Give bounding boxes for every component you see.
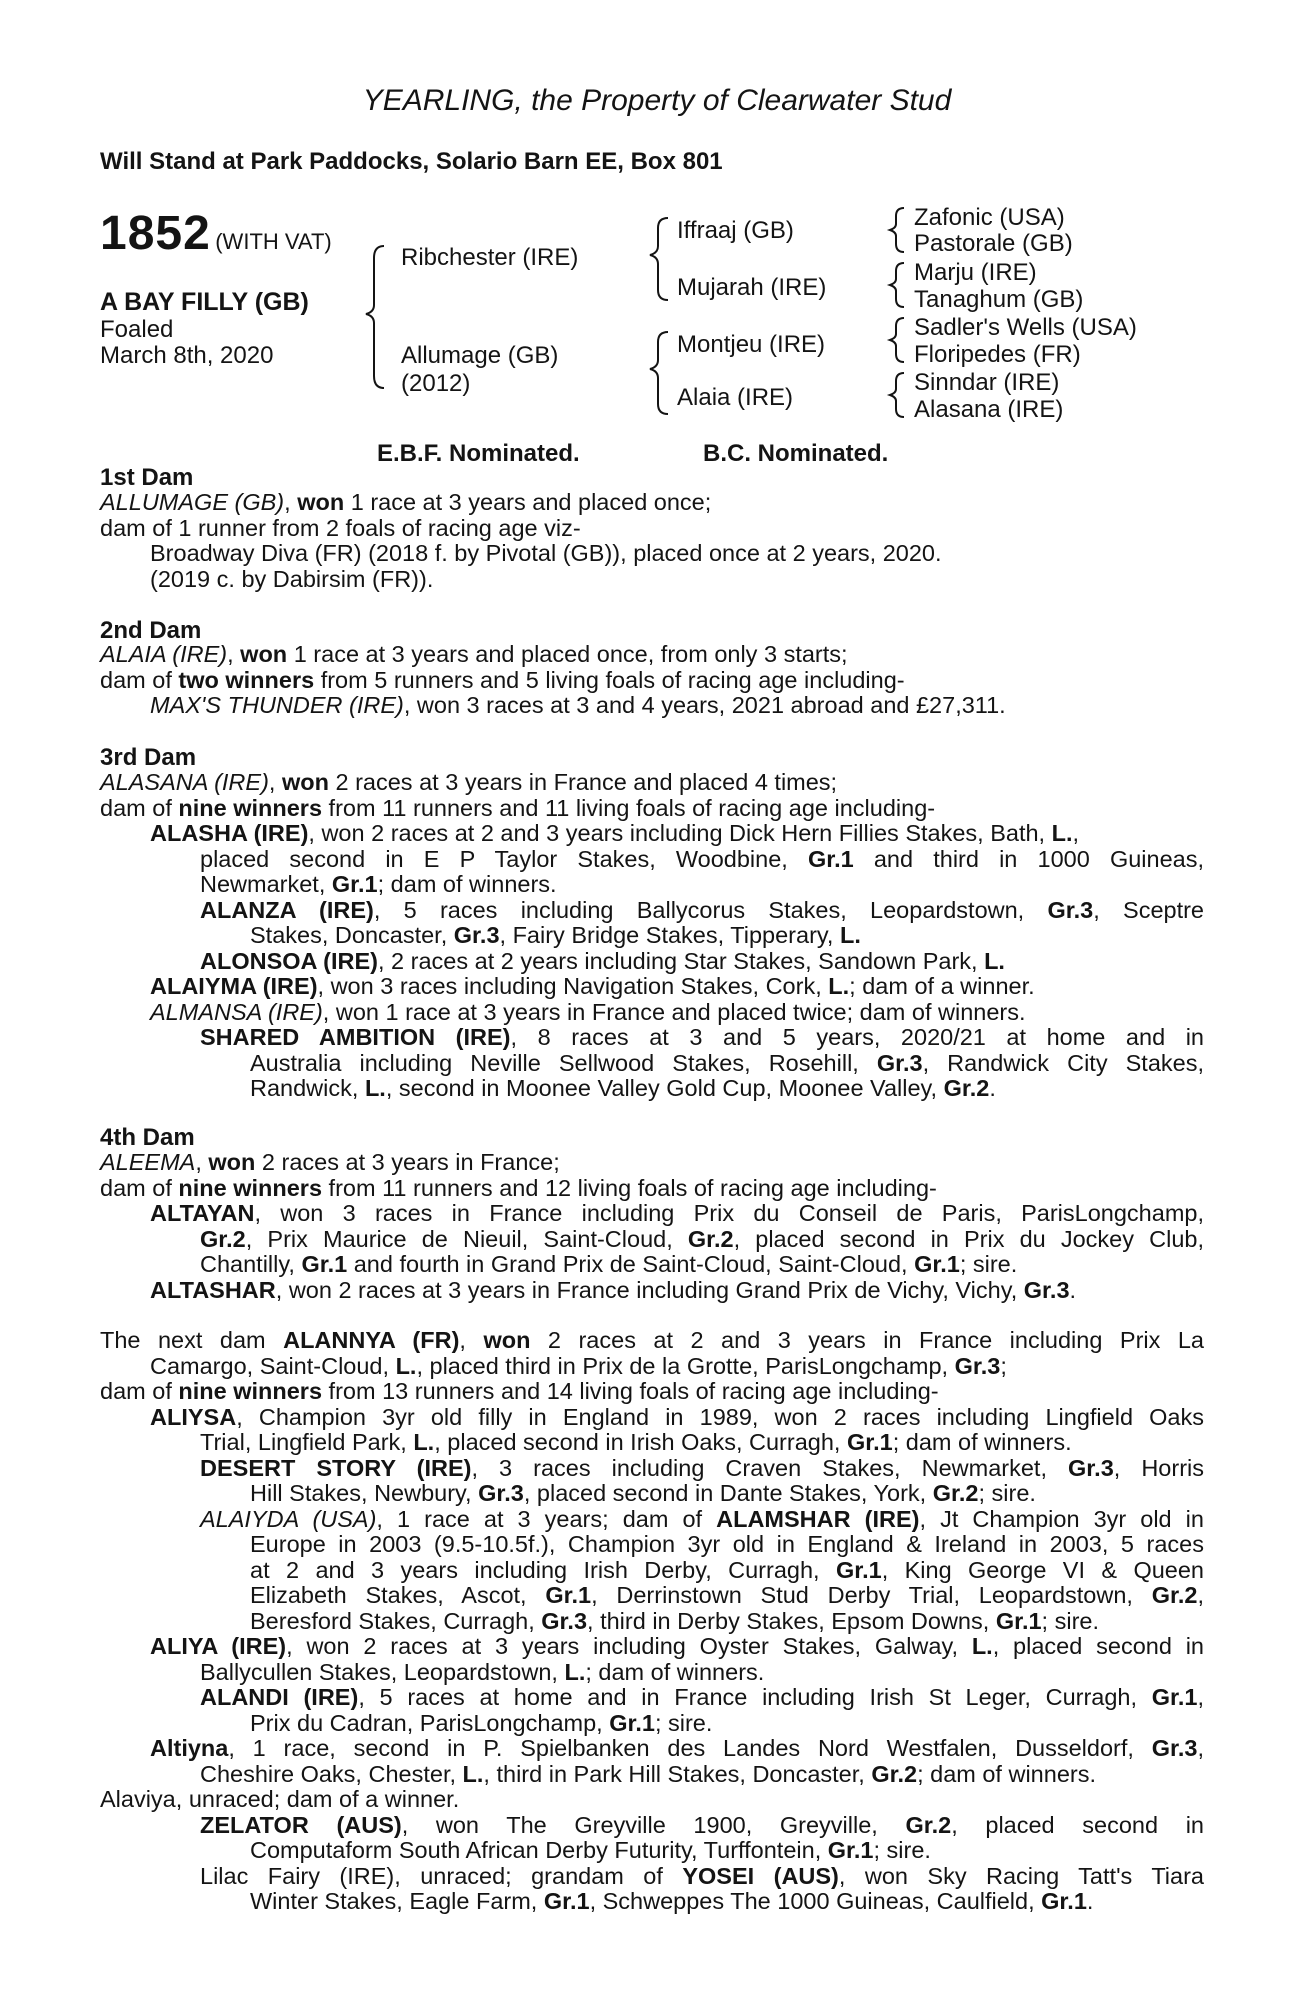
dam3-line: Randwick, L., second in Moonee Valley Gold Cup, Moonee Valley, Gr.2. xyxy=(250,1075,996,1101)
next-dam-line: Altiyna, 1 race, second in P. Spielbanken des Landes Nord Westfalen, Dusseldorf, Gr.3, xyxy=(150,1735,1204,1761)
catalogue-title: YEARLING, the Property of Clearwater Stud xyxy=(362,84,952,117)
next-dam-line: Winter Stakes, Eagle Farm, Gr.1, Schweppes The 1000 Guineas, Caulfield, Gr.1. xyxy=(250,1888,1094,1914)
next-dam-line: Prix du Cadran, ParisLongchamp, Gr.1; sire. xyxy=(250,1709,713,1736)
dam3-line: ALONSOA (IRE), 2 races at 2 years including Star Stakes, Sandown Park, L. xyxy=(200,947,1005,974)
grandparent-2: Pastorale (GB) xyxy=(914,230,1073,257)
dam3-line: SHARED AMBITION (IRE), 8 races at 3 and 5 years, 2020/21 at home and in xyxy=(200,1024,1204,1050)
pedigree-braces xyxy=(0,0,1314,440)
dam3-line: ALANZA (IRE), 5 races including Ballycorus Stakes, Leopardstown, Gr.3, Sceptre xyxy=(200,896,1205,923)
dam3-line: placed second in E P Taylor Stakes, Woodbine, Gr.1 and third in 1000 Guineas, xyxy=(200,845,1205,872)
grandparent-8: Alasana (IRE) xyxy=(914,396,1064,423)
dam2-line: MAX'S THUNDER (IRE), won 3 races at 3 and 4 years, 2021 abroad and £27,311. xyxy=(150,692,1006,718)
dam3-line: Stakes, Doncaster, Gr.3, Fairy Bridge Stakes, Tipperary, L. xyxy=(250,922,861,948)
dam-sire: Montjeu (IRE) xyxy=(677,331,826,358)
sire-dam: Mujarah (IRE) xyxy=(677,274,827,301)
foaled-label: Foaled xyxy=(100,316,174,343)
dam2-line: dam of two winners from 5 runners and 5 living foals of racing age including- xyxy=(100,666,905,693)
dam1-line: dam of 1 runner from 2 foals of racing age viz- xyxy=(100,514,581,541)
next-dam-line: Hill Stakes, Newbury, Gr.3, placed second in Dante Stakes, York, Gr.2; sire. xyxy=(250,1480,1036,1506)
dam-name: Allumage (GB) xyxy=(401,342,559,369)
sire-name: Ribchester (IRE) xyxy=(401,244,579,271)
dam-year: (2012) xyxy=(401,370,471,397)
next-dam-line: Lilac Fairy (IRE), unraced; grandam of YOSEI (AUS), won Sky Racing Tatt's Tiara xyxy=(200,1862,1204,1889)
dam3-line: ALASANA (IRE), won 2 races at 3 years in France and placed 4 times; xyxy=(100,769,838,795)
dam3-heading: 3rd Dam xyxy=(100,744,197,771)
dam4-line: ALTAYAN, won 3 races in France including Prix du Conseil de Paris, ParisLongchamp, xyxy=(150,1200,1204,1226)
dam4-heading: 4th Dam xyxy=(100,1124,195,1151)
next-dam-line: Trial, Lingfield Park, L., placed second in Irish Oaks, Curragh, Gr.1; dam of winners. xyxy=(200,1429,1072,1455)
next-dam-line: ALAIYDA (USA), 1 race at 3 years; dam of ALAMSHAR (IRE), Jt Champion 3yr old in xyxy=(200,1505,1204,1532)
grandparent-3: Marju (IRE) xyxy=(914,259,1037,286)
next-dam-line: DESERT STORY (IRE), 3 races including Craven Stakes, Newmarket, Gr.3, Horris xyxy=(200,1454,1204,1481)
next-dam-line: ALANDI (IRE), 5 races at home and in France including Irish St Leger, Curragh, Gr.1, xyxy=(200,1684,1205,1710)
dam1-section xyxy=(100,490,1204,592)
sire-sire: Iffraaj (GB) xyxy=(677,217,794,244)
dam4-line: ALEEMA, won 2 races at 3 years in France; xyxy=(100,1149,560,1175)
dam2-section xyxy=(100,642,1204,719)
lot-number: 1852 xyxy=(100,207,211,260)
grandparent-7: Sinndar (IRE) xyxy=(914,369,1060,396)
grandparent-5: Sadler's Wells (USA) xyxy=(914,314,1137,341)
next-dam-line: Beresford Stakes, Curragh, Gr.3, third in Derby Stakes, Epsom Downs, Gr.1; sire. xyxy=(250,1607,1100,1634)
dam4-line: Gr.2, Prix Maurice de Nieuil, Saint-Cloud, Gr.2, placed second in Prix du Jockey Club, xyxy=(200,1225,1204,1252)
grandparent-6: Floripedes (FR) xyxy=(914,341,1081,368)
dam4-line: Chantilly, Gr.1 and fourth in Grand Prix de Saint-Cloud, Saint-Cloud, Gr.1; sire. xyxy=(200,1251,1018,1277)
dam-dam: Alaia (IRE) xyxy=(677,384,794,411)
vat-label: (WITH VAT) xyxy=(215,229,332,254)
next-dam-line: Computaform South African Derby Futurity, Turffontein, Gr.1; sire. xyxy=(250,1837,931,1863)
dam1-line: Broadway Diva (FR) (2018 f. by Pivotal (GB)), placed once at 2 years, 2020. xyxy=(150,540,942,566)
next-dam-line: at 2 and 3 years including Irish Derby, Curragh, Gr.1, King George VI & Queen xyxy=(250,1556,1205,1583)
dam3-line: Newmarket, Gr.1; dam of winners. xyxy=(200,871,557,897)
dam2-heading: 2nd Dam xyxy=(100,617,202,644)
grandparent-4: Tanaghum (GB) xyxy=(914,286,1084,313)
dam1-heading: 1st Dam xyxy=(100,464,194,491)
next-dam-line: Cheshire Oaks, Chester, L., third in Park Hill Stakes, Doncaster, Gr.2; dam of winners. xyxy=(200,1760,1096,1787)
main-brace xyxy=(366,246,384,388)
dam-brace xyxy=(650,332,668,414)
dam1-line: (2019 c. by Dabirsim (FR)). xyxy=(150,565,434,592)
next-dam-line: The next dam ALANNYA (FR), won 2 races at 2 and 3 years in France including Prix La xyxy=(100,1327,1204,1353)
stand-location: Will Stand at Park Paddocks, Solario Barn EE, Box 801 xyxy=(100,148,723,175)
next-dam-line: ALIYA (IRE), won 2 races at 3 years including Oyster Stakes, Galway, L., placed second in xyxy=(150,1633,1204,1659)
dam3-line: ALAIYMA (IRE), won 3 races including Navigation Stakes, Cork, L.; dam of a winner. xyxy=(150,973,1035,999)
grandparent-1: Zafonic (USA) xyxy=(914,204,1065,231)
dam3-line: ALMANSA (IRE), won 1 race at 3 years in France and placed twice; dam of winners. xyxy=(150,998,1026,1025)
dam3-line: Australia including Neville Sellwood Stakes, Rosehill, Gr.3, Randwick City Stakes, xyxy=(250,1049,1204,1076)
dam3-line: ALASHA (IRE), won 2 races at 2 and 3 years including Dick Hern Fillies Stakes, Bath, L., xyxy=(150,820,1080,846)
bc-nomination: B.C. Nominated. xyxy=(703,440,889,467)
next-dam-line: dam of nine winners from 13 runners and 14 living foals of racing age including- xyxy=(100,1378,939,1404)
dam4-section xyxy=(100,1150,1204,1303)
next-dam-line: Camargo, Saint-Cloud, L., placed third in Prix de la Grotte, ParisLongchamp, Gr.3; xyxy=(150,1352,1007,1379)
dam3-line: dam of nine winners from 11 runners and 11 living foals of racing age including- xyxy=(100,794,936,821)
next-dam-line: ALIYSA, Champion 3yr old filly in England in 1989, won 2 races including Lingfield Oaks xyxy=(150,1403,1204,1430)
dam2-line: ALAIA (IRE), won 1 race at 3 years and placed once, from only 3 starts; xyxy=(100,641,848,667)
next-dam-line: Europe in 2003 (9.5-10.5f.), Champion 3yr old in England & Ireland in 2003, 5 races xyxy=(250,1531,1204,1557)
dam4-line: dam of nine winners from 11 runners and 12 living foals of racing age including- xyxy=(100,1174,937,1201)
sire-brace xyxy=(650,218,668,300)
next-dam-line: ZELATOR (AUS), won The Greyville 1900, Greyville, Gr.2, placed second in xyxy=(200,1811,1204,1838)
horse-description: A BAY FILLY (GB) xyxy=(100,288,309,316)
ebf-nomination: E.B.F. Nominated. xyxy=(377,440,580,467)
next-dam-line: Ballycullen Stakes, Leopardstown, L.; dam of winners. xyxy=(200,1658,765,1685)
next-dam-section xyxy=(100,1328,1204,1915)
foaled-date: March 8th, 2020 xyxy=(100,342,274,369)
next-dam-line: Elizabeth Stakes, Ascot, Gr.1, Derrinstown Stud Derby Trial, Leopardstown, Gr.2, xyxy=(250,1582,1204,1608)
dam3-section xyxy=(100,770,1204,1102)
dam1-line: ALLUMAGE (GB), won 1 race at 3 years and placed once; xyxy=(100,489,712,515)
dam4-line: ALTASHAR, won 2 races at 3 years in France including Grand Prix de Vichy, Vichy, Gr.3. xyxy=(150,1276,1077,1303)
next-dam-line: Alaviya, unraced; dam of a winner. xyxy=(100,1786,460,1812)
